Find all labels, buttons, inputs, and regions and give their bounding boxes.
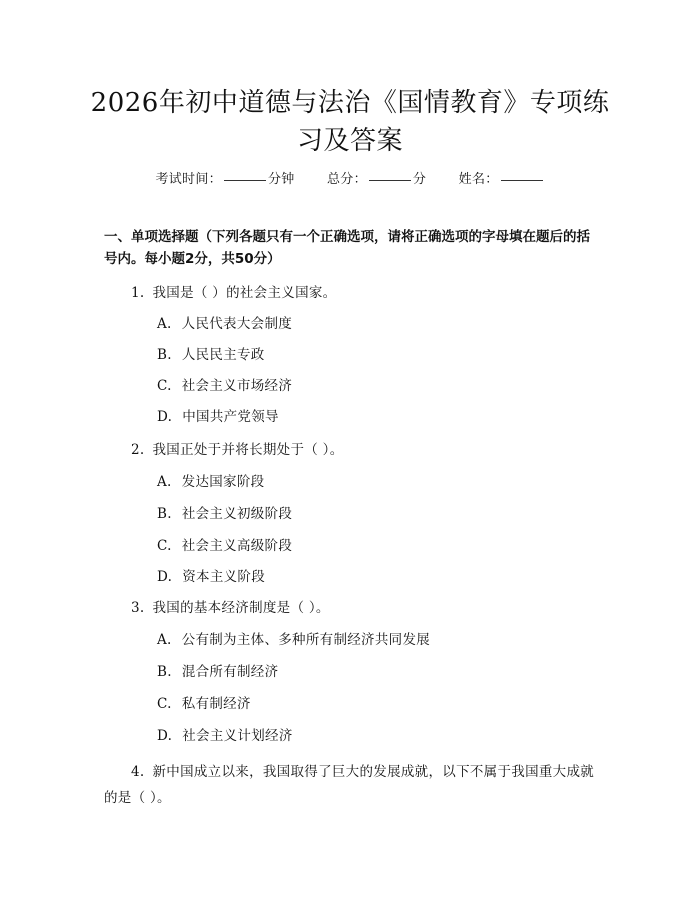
question-number: 1. [131,285,145,301]
option-text: 人民代表大会制度 [181,316,293,332]
option-letter: A. [157,632,172,648]
page-title: 2026年初中道德与法治《国情教育》专项练习及答案 [90,88,610,156]
score-unit: 分 [412,172,427,187]
option-3d [157,725,293,747]
option-text: 私有制经济 [181,696,251,712]
option-text: 公有制为主体、多种所有制经济共同发展 [181,632,431,648]
option-3c [157,693,251,715]
question-number: 4. [131,764,145,780]
time-field [155,172,294,187]
question-number: 2. [131,442,145,458]
score-blank [369,180,411,181]
option-letter: C. [157,378,172,394]
option-1b [157,344,265,366]
option-2c [157,535,292,557]
question-number: 3. [131,600,145,616]
option-text: 中国共产党领导 [182,409,279,425]
question-4 [104,759,596,811]
option-letter: C. [157,696,172,712]
option-text: 混合所有制经济 [181,664,279,680]
option-letter: A. [157,474,172,490]
exam-meta [0,168,700,187]
option-2d [157,566,265,588]
option-letter: D. [157,569,173,585]
time-unit: 分钟 [267,172,295,187]
name-blank [501,180,543,181]
option-text: 资本主义阶段 [182,569,266,585]
option-1a [157,313,292,335]
section-heading: 一、单项选择题（下列各题只有一个正确选项，请将正确选项的字母填在题后的括号内。每小题2分，共50分） [104,229,590,267]
question-text: 我国正处于并将长期处于（ ）。 [152,442,344,458]
option-letter: D. [157,728,173,744]
option-letter: A. [157,316,172,332]
option-2b [157,503,292,525]
option-3a [157,629,430,651]
time-blank [224,180,266,181]
option-letter: B. [157,664,172,680]
option-letter: D. [157,409,173,425]
option-text: 社会主义高级阶段 [181,538,293,554]
option-1c [157,375,292,397]
question-text: 我国的基本经济制度是（ ）。 [152,600,330,616]
question-text: 我国是（ ）的社会主义国家。 [152,285,337,301]
question-1 [131,282,596,304]
option-1d [157,406,279,428]
option-2a [157,471,264,493]
option-text: 发达国家阶段 [181,474,265,490]
option-letter: B. [157,347,172,363]
option-3b [157,661,278,683]
question-2 [131,439,596,461]
question-3 [131,597,596,619]
name-field [459,172,545,187]
option-letter: C. [157,538,172,554]
option-text: 社会主义计划经济 [182,728,293,744]
score-label: 总分： [327,172,367,187]
time-label: 考试时间： [155,172,222,187]
option-text: 人民民主专政 [181,347,265,363]
name-label: 姓名： [458,172,499,187]
score-field [327,172,426,187]
question-text: 新中国成立以来，我国取得了巨大的发展成就，以下不属于我国重大成就的是（ ）。 [104,764,595,806]
option-text: 社会主义初级阶段 [181,506,293,522]
option-letter: B. [157,506,172,522]
option-text: 社会主义市场经济 [181,378,293,394]
